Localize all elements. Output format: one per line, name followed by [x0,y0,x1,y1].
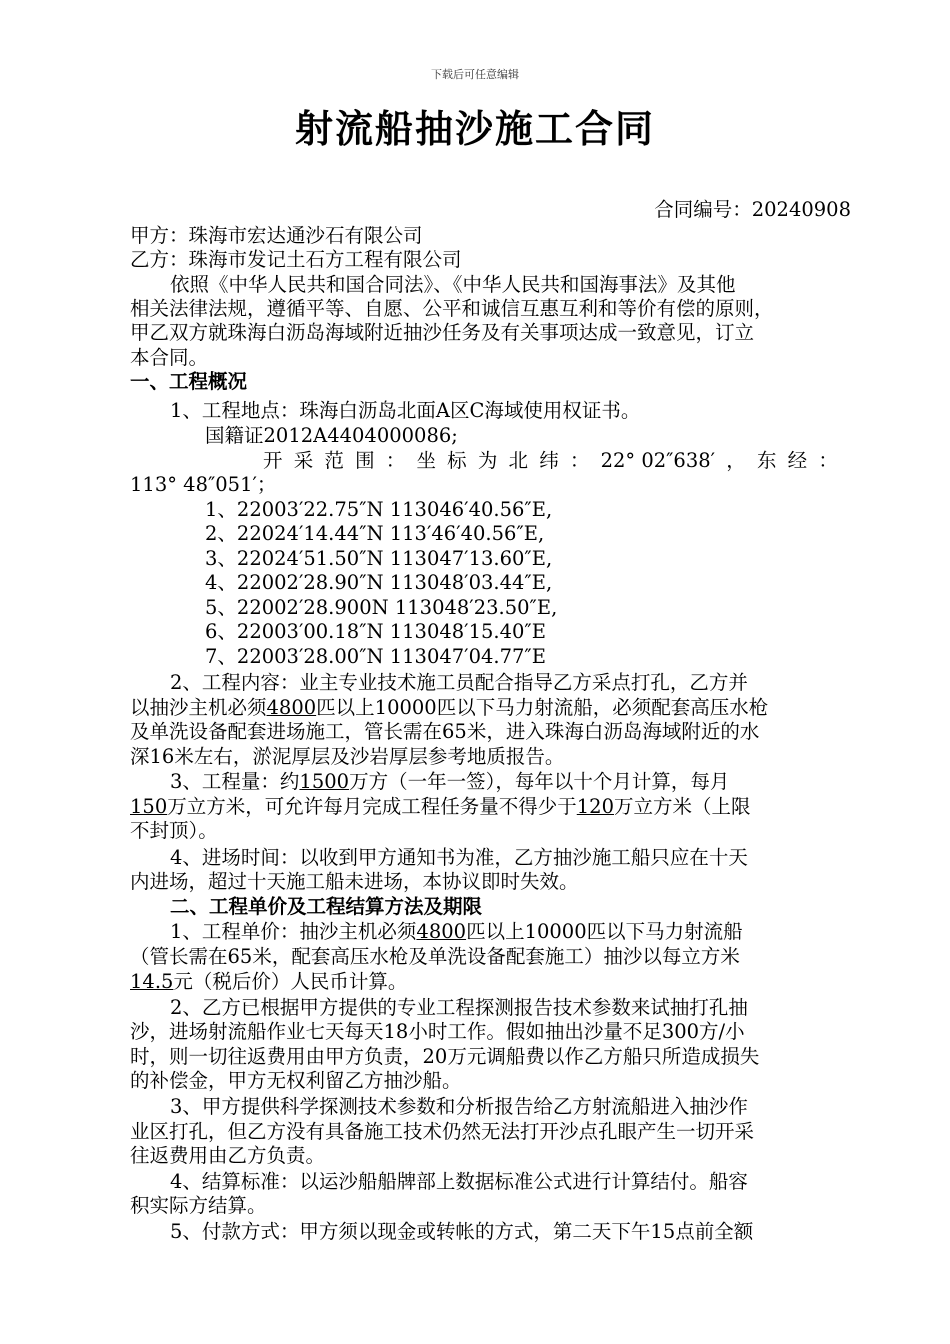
price-line: 1、工程单价：抽沙主机必须4800匹以上10000匹以下马力射流船 [170,920,743,943]
range-word: 开 [263,449,283,472]
underlined-value: 4800 [266,696,317,719]
clause-line: 4、结算标准：以运沙船船牌部上数据标准公式进行计算结付。船容 [170,1170,748,1193]
price-line: 14.5元（税后价）人民币计算。 [130,970,408,993]
contract-number: 合同编号：20240908 [654,198,851,221]
underlined-value: 120 [576,795,614,818]
coordinate-item: 6、22003′00.18″N 113048′15.40″E [205,620,546,643]
price-line: （管长需在65米，配套高压水枪及单洗设备配套施工）抽沙以每立方米 [130,945,740,968]
coordinate-item: 1、22003′22.75″N 113046′40.56″E, [205,498,553,521]
site-line: 国籍证2012A4404000086; [205,424,458,447]
quantity-line: 150万立方米，可允许每月完成工程任务量不得少于120万立方米（上限 [130,795,751,818]
intro-line: 本合同。 [130,346,209,369]
range-word: 纬 [539,449,559,472]
header-note: 下载后可任意编辑 [431,68,519,81]
coordinate-item: 4、22002′28.90″N 113048′03.44″E, [205,571,553,594]
clause-line: 时，则一切往返费用由甲方负责，20万元调船费以作乙方船只所造成损失 [130,1045,760,1068]
clause-line: 往返费用由乙方负责。 [130,1144,326,1167]
range-word: ： [569,449,590,472]
range-word: 北 [508,449,529,472]
range-word: 围 [355,449,375,472]
party-a: 甲方：珠海市宏达通沙石有限公司 [130,224,423,247]
coordinate-item: 5、22002′28.900N 113048′23.50″E, [205,596,558,619]
range-word: 标 [447,449,467,472]
range-word: ， [726,449,746,472]
range-word: 采 [293,449,314,472]
range-word: 坐 [416,449,436,472]
clause-line: 积实际方结算。 [130,1194,267,1217]
party-b: 乙方：珠海市发记土石方工程有限公司 [130,248,462,271]
mining-range-line [263,449,838,473]
clause-line: 5、付款方式：甲方须以现金或转帐的方式，第二天下午15点前全额 [170,1220,754,1243]
underlined-value: 14.5 [130,970,174,993]
range-word: 范 [324,449,344,472]
intro-line: 甲乙双方就珠海白沥岛海域附近抽沙任务及有关事项达成一致意见，订立 [130,321,755,344]
underlined-value: 4800 [416,920,467,943]
range-word: 东 [756,449,777,472]
content-line: 深16米左右，淤泥厚层及沙岩厚层参考地质报告。 [130,745,565,768]
content-line: 2、工程内容：业主专业技术施工员配合指导乙方采点打孔，乙方并 [170,671,748,694]
coordinate-item: 7、22003′28.00″N 113047′04.77″E [205,645,546,668]
underlined-value: 150 [130,795,168,818]
clause-line: 3、甲方提供科学探测技术参数和分析报告给乙方射流船进入抽沙作 [170,1095,748,1118]
coordinate-item: 3、22024′51.50″N 113047′13.60″E, [205,547,553,570]
underlined-value: 1500 [299,770,350,793]
intro-line: 相关法律法规，遵循平等、自愿、公平和诚信互惠互利和等价有偿的原则， [130,297,774,320]
site-line: 1、工程地点：珠海白沥岛北面A区C海域使用权证书。 [170,399,641,422]
content-line: 以抽沙主机必须4800匹以上10000匹以下马力射流船，必须配套高压水枪 [130,696,769,719]
coordinate-item: 2、22024′14.44″N 113′46′40.56″E, [205,522,545,545]
clause-line: 业区打孔，但乙方没有具备施工技术仍然无法打开沙点孔眼产生一切开采 [130,1120,755,1143]
document-title: 射流船抽沙施工合同 [294,107,655,151]
content-line: 及单洗设备配套进场施工，管长需在65米，进入珠海白沥岛海域附近的水 [130,720,760,743]
entry-line: 内进场，超过十天施工船未进场，本协议即时失效。 [130,870,579,893]
range-word: 22° 02″638′ [600,449,716,472]
range-word: ： [385,449,406,472]
range-word: 为 [477,449,498,472]
clause-line: 2、乙方已根据甲方提供的专业工程探测报告技术参数来试抽打孔抽 [170,996,748,1019]
entry-line: 4、进场时间：以收到甲方通知书为准，乙方抽沙施工船只应在十天 [170,846,748,869]
clause-line: 的补偿金，甲方无权利留乙方抽沙船。 [130,1069,462,1092]
section-heading: 二、工程单价及工程结算方法及期限 [170,895,483,918]
range-word: ： [818,449,838,472]
section-heading: 一、工程概况 [130,370,248,393]
range-word: 经 [787,449,808,472]
clause-line: 沙，进场射流船作业七天每天18小时工作。假如抽出沙量不足300方/小 [130,1020,745,1043]
quantity-line: 3、工程量：约1500万方（一年一签），每年以十个月计算，每月 [170,770,730,793]
intro-line: 依照《中华人民共和国合同法》、《中华人民共和国海事法》及其他 [170,273,736,296]
range-continuation: 113° 48″051′； [130,473,277,496]
quantity-line: 不封顶）。 [130,819,218,842]
